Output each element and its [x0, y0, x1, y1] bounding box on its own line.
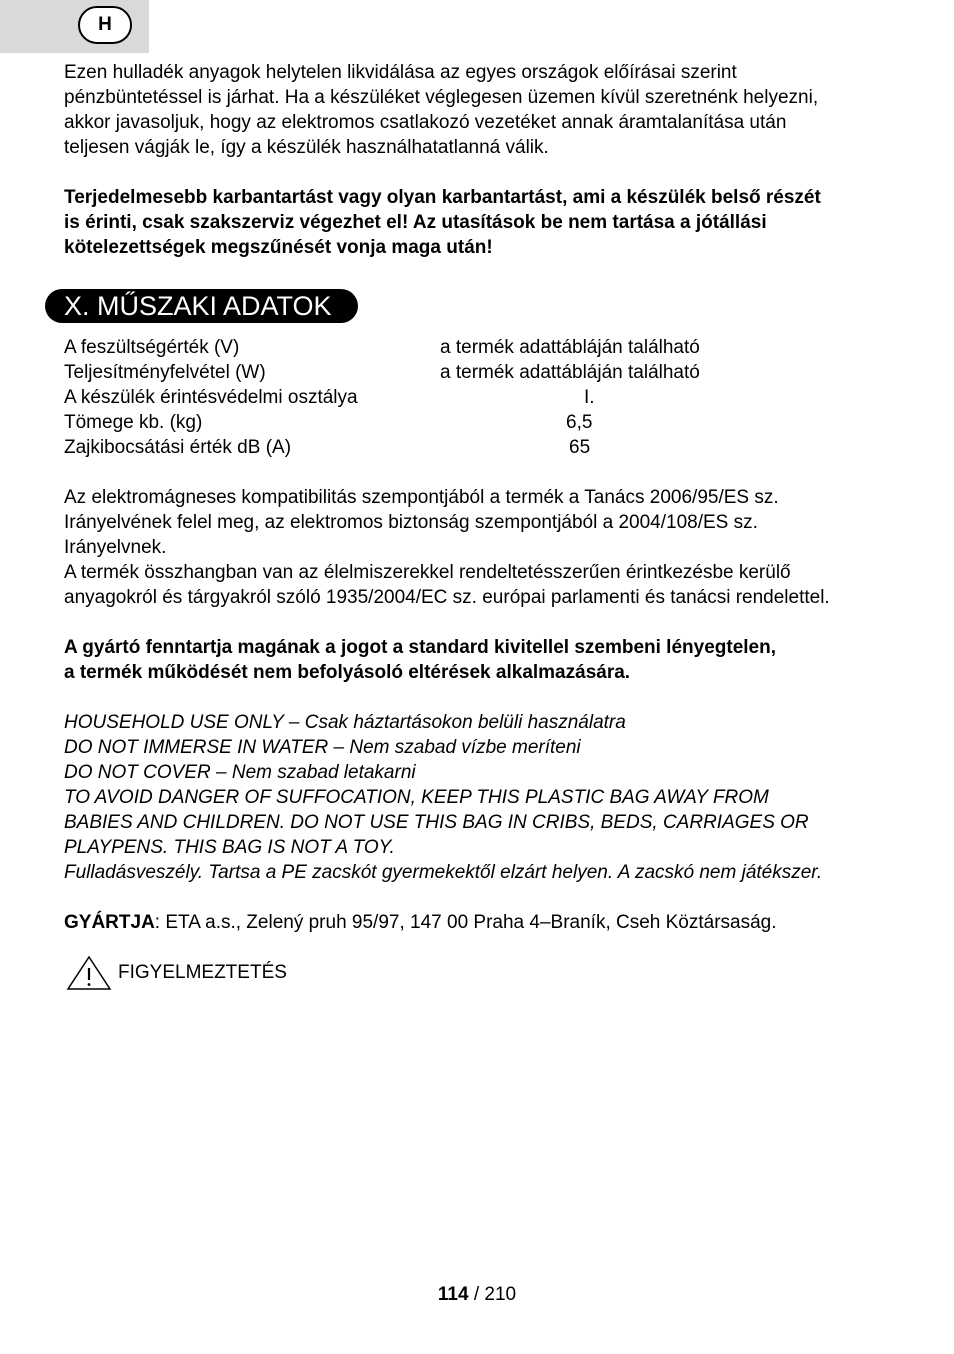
text-line: Ezen hulladék anyagok helytelen likvidálása az egyes országok előírásai szerint	[64, 62, 737, 83]
language-badge: H	[78, 6, 132, 44]
text-line: DO NOT IMMERSE IN WATER – Nem szabad vízbe meríteni	[64, 737, 581, 758]
section-title: X. MŰSZAKI ADATOK	[45, 289, 358, 323]
spec-label: A feszültségérték (V)	[64, 337, 240, 358]
spec-label: Teljesítményfelvétel (W)	[64, 362, 266, 383]
spec-value: 6,5	[566, 412, 593, 433]
text-line: Irányelvnek.	[64, 537, 167, 558]
language-tab	[0, 0, 149, 53]
spec-row	[64, 385, 764, 410]
spec-row	[64, 335, 764, 360]
text-line: DO NOT COVER – Nem szabad letakarni	[64, 762, 416, 783]
spec-label: Tömege kb. (kg)	[64, 412, 203, 433]
paragraph-disposal	[64, 60, 818, 160]
warning-label: FIGYELMEZTETÉS	[118, 962, 287, 983]
manufacturer-label: GYÁRTJA	[64, 912, 155, 933]
text-line: anyagokról és tárgyakról szóló 1935/2004/EC sz. európai parlamenti és tanácsi rendelettel.	[64, 587, 830, 608]
text-line: PLAYPENS. THIS BAG IS NOT A TOY.	[64, 837, 395, 858]
text-line: Irányelvének felel meg, az elektromos biztonság szempontjából a 2004/108/ES sz.	[64, 512, 758, 533]
spec-row	[64, 410, 764, 435]
paragraph-manufacturer-rights	[64, 635, 776, 685]
text-line: is érinti, csak szakszerviz végezhet el! Az utasítások be nem tartása a jótállási	[64, 212, 767, 233]
spec-table	[64, 335, 764, 460]
manufacturer-address: : ETA a.s., Zelený pruh 95/97, 147 00 Praha 4–Braník, Cseh Köztársaság.	[154, 912, 777, 933]
text-line: Terjedelmesebb karbantartást vagy olyan karbantartást, ami a készülék belső részét	[64, 187, 821, 208]
current-page: 114	[437, 1284, 469, 1305]
text-line: teljesen vágják le, így a készülék használhatatlanná válik.	[64, 137, 549, 158]
text-line: akkor javasoljuk, hogy az elektromos csatlakozó vezetéket annak áramtalanítása után	[64, 112, 787, 133]
paragraph-maintenance-warning	[64, 185, 821, 260]
text-line: pénzbüntetéssel is járhat. Ha a készüléket véglegesen üzemen kívül szeretnénk helyezni,	[64, 87, 819, 108]
spec-value: I.	[584, 387, 595, 408]
paragraph-compliance	[64, 485, 830, 610]
text-line: kötelezettségek megszűnését vonja maga után!	[64, 237, 493, 258]
text-line: A gyártó fenntartja magának a jogot a standard kivitellel szembeni lényegtelen,	[64, 637, 776, 658]
spec-label: Zajkibocsátási érték dB (A)	[64, 437, 292, 458]
warning-triangle-icon	[66, 955, 112, 991]
spec-label: A készülék érintésvédelmi osztálya	[64, 387, 358, 408]
spec-value: a termék adattábláján található	[440, 337, 700, 358]
text-line: Fulladásveszély. Tartsa a PE zacskót gyermekektől elzárt helyen. A zacskó nem játékszer.	[64, 862, 823, 883]
spec-row	[64, 360, 764, 385]
spec-value: 65	[569, 437, 591, 458]
total-pages: / 210	[468, 1284, 517, 1305]
text-line: a termék működését nem befolyásoló eltérések alkalmazására.	[64, 662, 631, 683]
text-line: Az elektromágneses kompatibilitás szempontjából a termék a Tanács 2006/95/ES sz.	[64, 487, 779, 508]
paragraph-safety-notices	[64, 710, 822, 885]
spec-row	[64, 435, 764, 460]
manufacturer-text	[64, 910, 777, 935]
text-line: A termék összhangban van az élelmiszerekkel rendeltetésszerűen érintkezésbe kerülő	[64, 562, 791, 583]
spec-value: a termék adattábláján található	[440, 362, 700, 383]
text-line: TO AVOID DANGER OF SUFFOCATION, KEEP THIS PLASTIC BAG AWAY FROM	[64, 787, 769, 808]
manufacturer-line	[64, 910, 777, 935]
text-line: BABIES AND CHILDREN. DO NOT USE THIS BAG IN CRIBS, BEDS, CARRIAGES OR	[64, 812, 809, 833]
page-number	[0, 1282, 954, 1307]
text-line: HOUSEHOLD USE ONLY – Csak háztartásokon belüli használatra	[64, 712, 626, 733]
